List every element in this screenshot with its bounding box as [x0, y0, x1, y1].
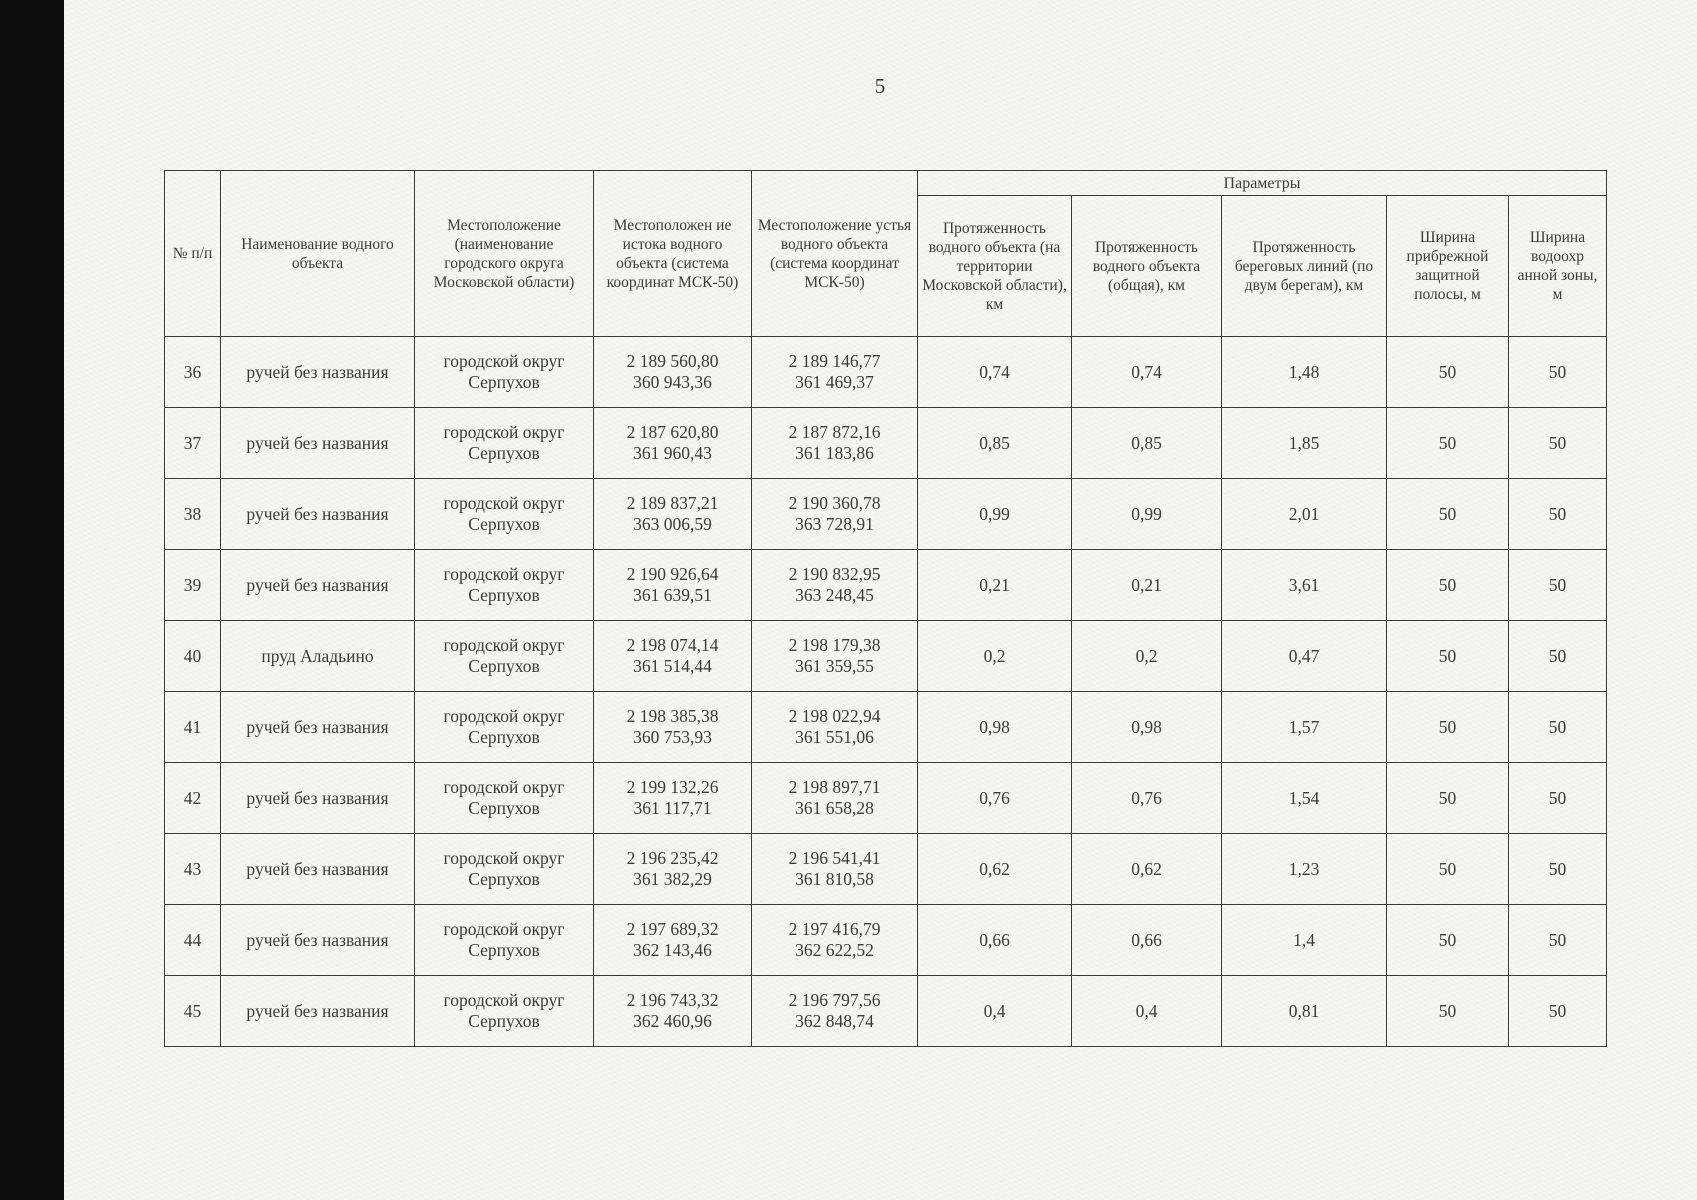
cell-coastal-strip-width: 50 [1387, 337, 1509, 408]
header-shore-length: Протяженность береговых линий (по двум берегам), км [1222, 196, 1387, 337]
cell-num: 45 [165, 976, 221, 1047]
cell-mouth-x: 2 187 872,16 [788, 422, 881, 442]
table-row [165, 976, 1607, 1047]
cell-source-y: 361 639,51 [633, 585, 712, 605]
header-name: Наименование водного объекта [221, 171, 415, 337]
cell-length-total: 0,98 [1072, 692, 1222, 763]
cell-length-total: 0,85 [1072, 408, 1222, 479]
cell-source-x: 2 198 074,14 [626, 635, 719, 655]
cell-shore-length: 1,4 [1222, 905, 1387, 976]
cell-location-line1: городской округ [443, 422, 565, 442]
cell-mouth-x: 2 197 416,79 [788, 919, 881, 939]
cell-location-line2: Серпухов [468, 585, 540, 605]
cell-mouth-coords [752, 408, 918, 479]
cell-mouth-y: 363 248,45 [795, 585, 874, 605]
cell-source-x: 2 189 560,80 [626, 351, 719, 371]
cell-num: 39 [165, 550, 221, 621]
cell-source-coords [594, 479, 752, 550]
cell-water-zone-width: 50 [1509, 692, 1607, 763]
cell-water-zone-width: 50 [1509, 479, 1607, 550]
cell-source-x: 2 196 235,42 [626, 848, 719, 868]
cell-mouth-x: 2 196 797,56 [788, 990, 881, 1010]
cell-length-total: 0,4 [1072, 976, 1222, 1047]
cell-source-y: 361 382,29 [633, 869, 712, 889]
table-row [165, 905, 1607, 976]
cell-mouth-x: 2 190 360,78 [788, 493, 881, 513]
table-row [165, 763, 1607, 834]
cell-location-line1: городской округ [443, 848, 565, 868]
cell-source-coords [594, 692, 752, 763]
cell-coastal-strip-width: 50 [1387, 834, 1509, 905]
cell-source-y: 363 006,59 [633, 514, 712, 534]
water-objects-table [164, 170, 1607, 1047]
cell-coastal-strip-width: 50 [1387, 763, 1509, 834]
cell-source-coords [594, 550, 752, 621]
cell-mouth-coords [752, 550, 918, 621]
cell-mouth-y: 361 183,86 [795, 443, 874, 463]
cell-source-y: 362 460,96 [633, 1011, 712, 1031]
cell-name: ручей без названия [221, 834, 415, 905]
cell-mouth-x: 2 189 146,77 [788, 351, 881, 371]
cell-num: 37 [165, 408, 221, 479]
header-row-1 [165, 171, 1607, 196]
cell-mouth-coords [752, 479, 918, 550]
header-length-total: Протяженность водного объекта (общая), км [1072, 196, 1222, 337]
cell-source-y: 362 143,46 [633, 940, 712, 960]
cell-source-coords [594, 763, 752, 834]
cell-num: 44 [165, 905, 221, 976]
cell-shore-length: 1,23 [1222, 834, 1387, 905]
cell-water-zone-width: 50 [1509, 763, 1607, 834]
cell-location [415, 550, 594, 621]
cell-shore-length: 0,47 [1222, 621, 1387, 692]
table-header [165, 171, 1607, 337]
cell-location-line2: Серпухов [468, 869, 540, 889]
cell-mouth-y: 361 359,55 [795, 656, 874, 676]
cell-location-line1: городской округ [443, 919, 565, 939]
cell-mouth-y: 362 848,74 [795, 1011, 874, 1031]
cell-mouth-y: 363 728,91 [795, 514, 874, 534]
cell-length-region: 0,62 [918, 834, 1072, 905]
cell-location [415, 337, 594, 408]
cell-num: 43 [165, 834, 221, 905]
cell-num: 41 [165, 692, 221, 763]
cell-length-total: 0,21 [1072, 550, 1222, 621]
cell-name: ручей без названия [221, 905, 415, 976]
cell-mouth-y: 361 810,58 [795, 869, 874, 889]
header-source: Местоположен ие истока водного объекта (система координат МСК-50) [594, 171, 752, 337]
cell-mouth-coords [752, 763, 918, 834]
cell-mouth-x: 2 198 179,38 [788, 635, 881, 655]
cell-length-total: 0,66 [1072, 905, 1222, 976]
cell-shore-length: 3,61 [1222, 550, 1387, 621]
cell-source-coords [594, 976, 752, 1047]
cell-location-line2: Серпухов [468, 656, 540, 676]
cell-source-y: 360 753,93 [633, 727, 712, 747]
cell-location [415, 408, 594, 479]
cell-name: ручей без названия [221, 408, 415, 479]
cell-length-region: 0,85 [918, 408, 1072, 479]
cell-length-region: 0,98 [918, 692, 1072, 763]
header-mouth: Местоположение устья водного объекта (система координат МСК-50) [752, 171, 918, 337]
cell-source-coords [594, 337, 752, 408]
cell-source-y: 361 117,71 [633, 798, 712, 818]
table-row [165, 692, 1607, 763]
cell-shore-length: 1,57 [1222, 692, 1387, 763]
cell-location-line1: городской округ [443, 990, 565, 1010]
cell-source-coords [594, 905, 752, 976]
cell-length-total: 0,2 [1072, 621, 1222, 692]
cell-mouth-x: 2 198 897,71 [788, 777, 881, 797]
cell-location-line2: Серпухов [468, 372, 540, 392]
cell-source-x: 2 190 926,64 [626, 564, 719, 584]
cell-location [415, 905, 594, 976]
table-body [165, 337, 1607, 1047]
cell-length-total: 0,74 [1072, 337, 1222, 408]
cell-location [415, 834, 594, 905]
cell-source-x: 2 199 132,26 [626, 777, 719, 797]
cell-location [415, 976, 594, 1047]
cell-num: 36 [165, 337, 221, 408]
cell-shore-length: 0,81 [1222, 976, 1387, 1047]
cell-coastal-strip-width: 50 [1387, 976, 1509, 1047]
cell-water-zone-width: 50 [1509, 621, 1607, 692]
cell-source-x: 2 189 837,21 [626, 493, 719, 513]
cell-location-line2: Серпухов [468, 514, 540, 534]
cell-coastal-strip-width: 50 [1387, 550, 1509, 621]
cell-coastal-strip-width: 50 [1387, 905, 1509, 976]
cell-length-region: 0,2 [918, 621, 1072, 692]
cell-water-zone-width: 50 [1509, 408, 1607, 479]
cell-location [415, 692, 594, 763]
cell-length-region: 0,99 [918, 479, 1072, 550]
cell-mouth-y: 362 622,52 [795, 940, 874, 960]
cell-location-line2: Серпухов [468, 798, 540, 818]
table-row [165, 337, 1607, 408]
header-params-group: Параметры [918, 171, 1607, 196]
cell-location-line1: городской округ [443, 635, 565, 655]
cell-name: ручей без названия [221, 337, 415, 408]
cell-source-y: 361 514,44 [633, 656, 712, 676]
cell-mouth-y: 361 469,37 [795, 372, 874, 392]
cell-name: ручей без названия [221, 692, 415, 763]
cell-mouth-x: 2 198 022,94 [788, 706, 881, 726]
cell-mouth-x: 2 196 541,41 [788, 848, 881, 868]
cell-water-zone-width: 50 [1509, 337, 1607, 408]
table-row [165, 550, 1607, 621]
cell-length-total: 0,99 [1072, 479, 1222, 550]
page-number: 5 [874, 74, 886, 98]
cell-mouth-x: 2 190 832,95 [788, 564, 881, 584]
cell-length-region: 0,4 [918, 976, 1072, 1047]
cell-location-line1: городской округ [443, 777, 565, 797]
cell-length-region: 0,21 [918, 550, 1072, 621]
cell-source-x: 2 187 620,80 [626, 422, 719, 442]
cell-source-x: 2 197 689,32 [626, 919, 719, 939]
cell-location-line2: Серпухов [468, 443, 540, 463]
cell-source-y: 360 943,36 [633, 372, 712, 392]
cell-coastal-strip-width: 50 [1387, 692, 1509, 763]
cell-length-total: 0,76 [1072, 763, 1222, 834]
cell-length-region: 0,74 [918, 337, 1072, 408]
header-water-zone-width: Ширина водоохр анной зоны, м [1509, 196, 1607, 337]
cell-num: 40 [165, 621, 221, 692]
cell-mouth-y: 361 658,28 [795, 798, 874, 818]
cell-mouth-coords [752, 976, 918, 1047]
cell-location [415, 621, 594, 692]
cell-water-zone-width: 50 [1509, 834, 1607, 905]
cell-coastal-strip-width: 50 [1387, 621, 1509, 692]
cell-length-region: 0,76 [918, 763, 1072, 834]
cell-shore-length: 1,85 [1222, 408, 1387, 479]
cell-location-line1: городской округ [443, 706, 565, 726]
cell-name: ручей без названия [221, 479, 415, 550]
cell-mouth-coords [752, 692, 918, 763]
cell-coastal-strip-width: 50 [1387, 479, 1509, 550]
table-row [165, 834, 1607, 905]
cell-source-x: 2 196 743,32 [626, 990, 719, 1010]
header-length-region: Протяженность водного объекта (на территории Московской области), км [918, 196, 1072, 337]
table-row [165, 621, 1607, 692]
cell-shore-length: 2,01 [1222, 479, 1387, 550]
cell-source-coords [594, 621, 752, 692]
cell-mouth-y: 361 551,06 [795, 727, 874, 747]
cell-shore-length: 1,48 [1222, 337, 1387, 408]
cell-source-x: 2 198 385,38 [626, 706, 719, 726]
cell-location-line1: городской округ [443, 351, 565, 371]
cell-num: 38 [165, 479, 221, 550]
cell-name: пруд Аладьино [221, 621, 415, 692]
table-row [165, 479, 1607, 550]
table-row [165, 408, 1607, 479]
header-num: № п/п [165, 171, 221, 337]
cell-location [415, 763, 594, 834]
cell-water-zone-width: 50 [1509, 550, 1607, 621]
cell-water-zone-width: 50 [1509, 976, 1607, 1047]
cell-coastal-strip-width: 50 [1387, 408, 1509, 479]
cell-num: 42 [165, 763, 221, 834]
cell-source-coords [594, 834, 752, 905]
cell-water-zone-width: 50 [1509, 905, 1607, 976]
cell-mouth-coords [752, 834, 918, 905]
cell-source-coords [594, 408, 752, 479]
cell-length-region: 0,66 [918, 905, 1072, 976]
cell-name: ручей без названия [221, 976, 415, 1047]
cell-name: ручей без названия [221, 763, 415, 834]
cell-source-y: 361 960,43 [633, 443, 712, 463]
cell-mouth-coords [752, 621, 918, 692]
cell-shore-length: 1,54 [1222, 763, 1387, 834]
cell-location-line1: городской округ [443, 564, 565, 584]
cell-location-line2: Серпухов [468, 940, 540, 960]
cell-mouth-coords [752, 337, 918, 408]
cell-location-line2: Серпухов [468, 727, 540, 747]
cell-name: ручей без названия [221, 550, 415, 621]
cell-location-line1: городской округ [443, 493, 565, 513]
scan-dark-edge [0, 0, 64, 1200]
cell-length-total: 0,62 [1072, 834, 1222, 905]
header-location: Местоположение (наименование городского округа Московской области) [415, 171, 594, 337]
header-coastal-strip-width: Ширина прибрежной защитной полосы, м [1387, 196, 1509, 337]
cell-mouth-coords [752, 905, 918, 976]
cell-location-line2: Серпухов [468, 1011, 540, 1031]
cell-location [415, 479, 594, 550]
